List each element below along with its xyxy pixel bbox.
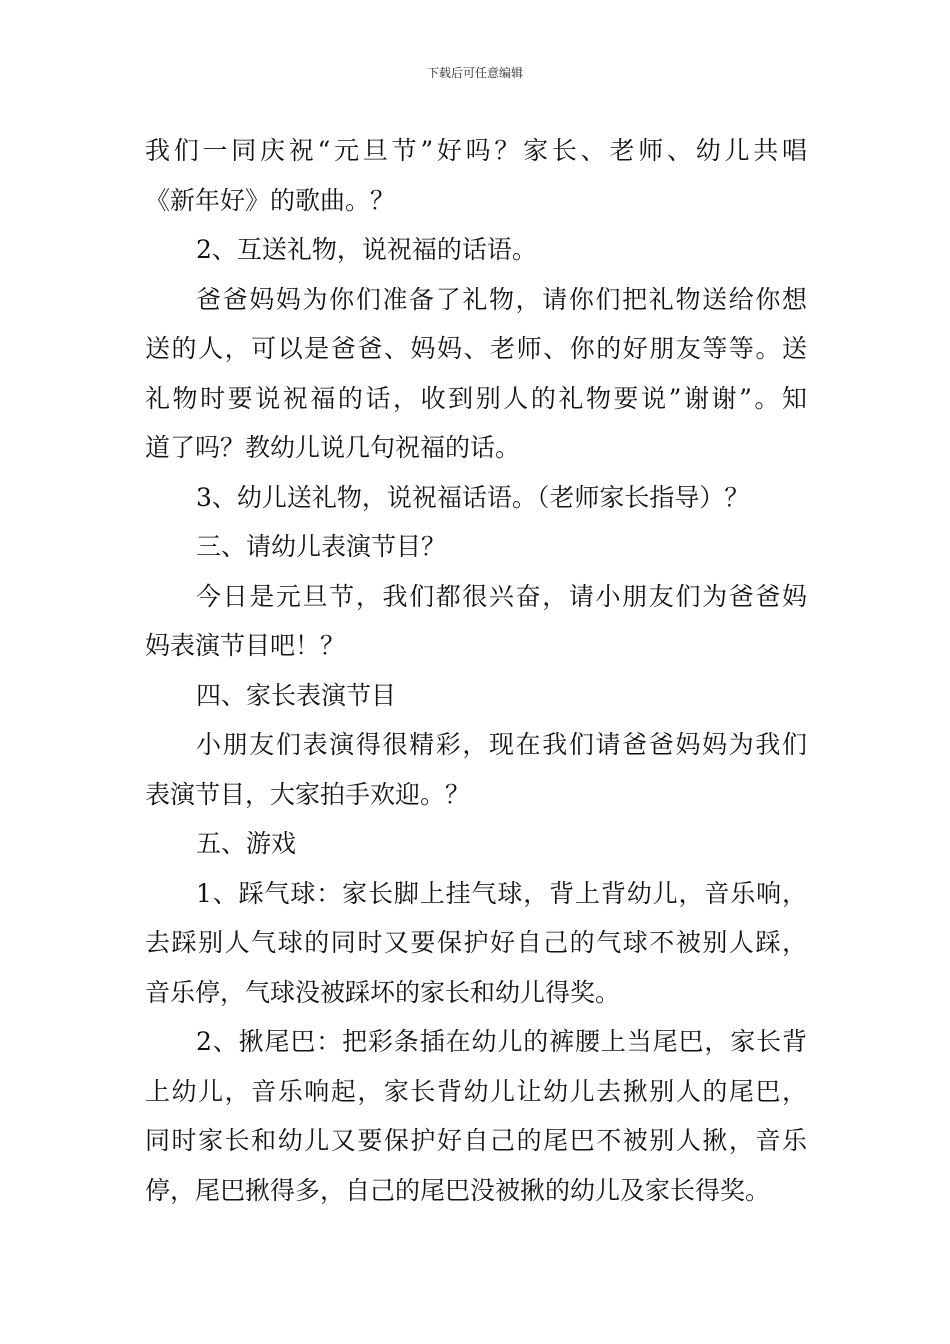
text-line: 2、互送礼物，说祝福的话语。 [196, 235, 537, 264]
text-line: 音乐停，气球没被踩坏的家长和幼儿得奖。 [145, 977, 621, 1007]
text-line: 上幼儿，音乐响起，家长背幼儿让幼儿去揪别人的尾巴， [145, 1076, 807, 1106]
text-line: 四、家长表演节目 [196, 680, 397, 710]
text-line: 爸爸妈妈为你们准备了礼物，请你们把礼物送给你想 [196, 284, 807, 314]
text-line: 3、幼儿送礼物，说祝福话语。（老师家长指导）？ [196, 482, 750, 512]
text-line: 送的人，可以是爸爸、妈妈、老师、你的好朋友等等。送 [145, 334, 807, 363]
text-line: 道了吗？教幼儿说几句祝福的话。 [145, 433, 521, 462]
text-line: 表演节目，大家拍手欢迎。？ [145, 779, 471, 809]
text-line: 停，尾巴揪得多，自己的尾巴没被揪的幼儿及家长得奖。 [145, 1175, 771, 1205]
text-line: 去踩别人气球的同时又要保护好自己的气球不被别人踩， [145, 928, 807, 957]
text-line: 《新年好》的歌曲。？ [145, 185, 396, 215]
text-line: 礼物时要说祝福的话，收到别人的礼物要说”谢谢”。知 [145, 383, 807, 413]
text-line: 妈表演节目吧！？ [145, 631, 346, 660]
text-line: 2、揪尾巴：把彩条插在幼儿的裤腰上当尾巴，家长背 [196, 1027, 807, 1056]
text-line: 同时家长和幼儿又要保护好自己的尾巴不被别人揪，音乐 [145, 1126, 807, 1155]
text-line: 五、游戏 [196, 829, 297, 858]
page-header: 下载后可任意编辑 [426, 66, 523, 80]
document-body [145, 126, 807, 1215]
text-line: 小朋友们表演得很精彩，现在我们请爸爸妈妈为我们 [196, 730, 807, 759]
text-line: 我们一同庆祝“元旦节”好吗？家长、老师、幼儿共唱 [145, 136, 807, 165]
text-line: 今日是元旦节，我们都很兴奋，请小朋友们为爸爸妈 [196, 581, 807, 611]
text-line: 1、踩气球：家长脚上挂气球，背上背幼儿，音乐响， [196, 878, 807, 908]
text-line: 三、请幼儿表演节目？ [196, 532, 447, 561]
